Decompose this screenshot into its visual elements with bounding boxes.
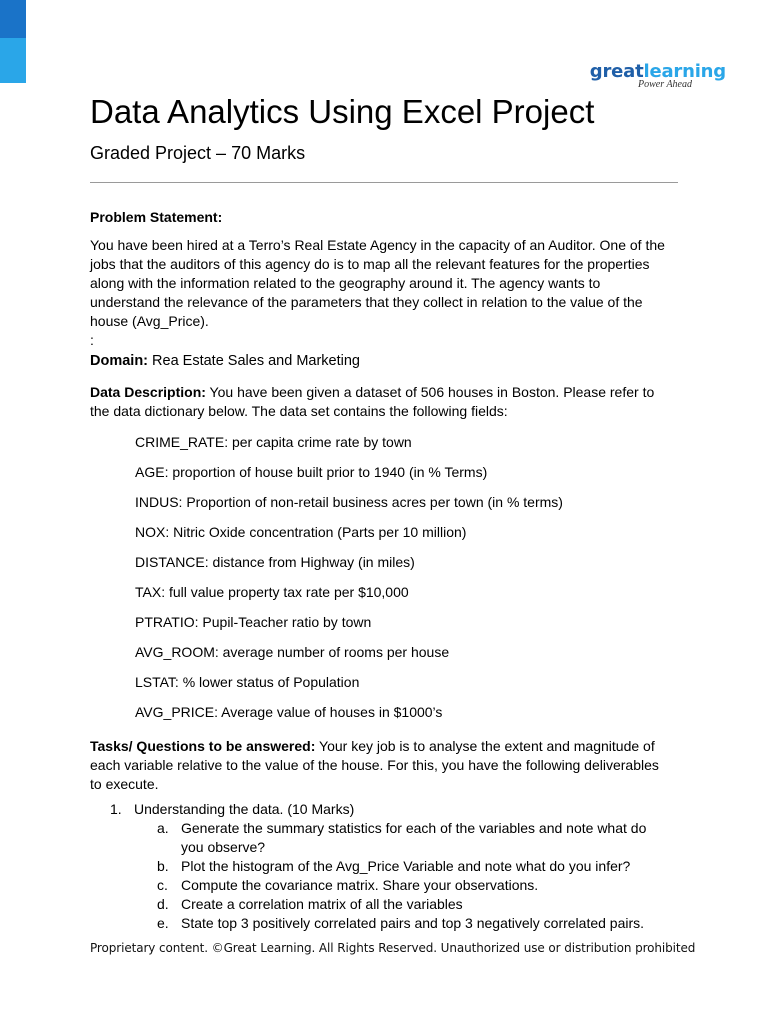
problem-statement-heading: Problem Statement:	[90, 209, 223, 225]
subtask-text: Generate the summary statistics for each of the variables and note what do you observe?	[181, 820, 647, 855]
subtask-text: Create a correlation matrix of all the variables	[181, 896, 463, 912]
subtask-text: Plot the histogram of the Avg_Price Variable and note what do you infer?	[181, 858, 631, 874]
logo-tagline: Power Ahead	[638, 79, 692, 90]
data-field-item: INDUS: Proportion of non-retail business acres per town (in % terms)	[135, 494, 563, 510]
data-field-item: AVG_PRICE: Average value of houses in $1000’s	[135, 704, 443, 720]
domain-label: Domain:	[90, 353, 148, 369]
corner-accent-light	[0, 38, 26, 83]
title-divider	[90, 182, 678, 183]
tasks-text	[90, 737, 670, 794]
subtask-item	[157, 914, 670, 933]
logo-learning: learning	[643, 61, 726, 82]
logo-great: great	[589, 61, 644, 82]
data-field-list	[90, 433, 670, 733]
data-field-item: CRIME_RATE: per capita crime rate by town	[135, 434, 412, 450]
subtask-letter: e.	[157, 915, 169, 931]
data-description-label: Data Description:	[90, 384, 206, 400]
stray-colon: :	[90, 332, 94, 348]
subtask-letter: b.	[157, 858, 169, 874]
subtask-letter: d.	[157, 896, 169, 912]
data-field-item: DISTANCE: distance from Highway (in miles)	[135, 554, 415, 570]
data-field-item: PTRATIO: Pupil-Teacher ratio by town	[135, 614, 372, 630]
domain-line	[90, 352, 670, 371]
subtask-letter: c.	[157, 877, 168, 893]
task-list	[90, 800, 670, 933]
great-learning-logo	[590, 62, 726, 90]
subtask-text: Compute the covariance matrix. Share your observations.	[181, 877, 539, 893]
footer-copyright: Proprietary content. ©Great Learning. All Rights Reserved. Unauthorized use or distribution prohibited	[90, 941, 696, 955]
document-title: Data Analytics Using Excel Project	[90, 93, 595, 130]
document-subtitle: Graded Project – 70 Marks	[90, 143, 306, 163]
problem-statement-text: You have been hired at a Terro’s Real Estate Agency in the capacity of an Auditor. One of the jobs that the auditors of this agency do is to map all the relevant features for the properties along with the information related to the geography around it. The agency wants to understand the relevance of the parameters that they collect in relation to the value of the house (Avg_Price).	[90, 237, 665, 329]
subtask-item	[157, 895, 670, 914]
tasks-body: Your key job is to analyse the extent and magnitude of each variable relative to the value of the house. For this, you have the following deliverables to execute.	[90, 738, 659, 792]
subtask-item	[157, 857, 670, 876]
subtask-text: State top 3 positively correlated pairs and top 3 negatively correlated pairs.	[181, 915, 645, 931]
data-field-item: AVG_ROOM: average number of rooms per house	[135, 644, 450, 660]
domain-value: Rea Estate Sales and Marketing	[148, 353, 360, 369]
data-field-item: TAX: full value property tax rate per $10,000	[135, 584, 409, 600]
subtask-letter: a.	[157, 820, 169, 836]
corner-accent-dark	[0, 0, 26, 38]
data-field-item: AGE: proportion of house built prior to 1940 (in % Terms)	[135, 464, 488, 480]
data-description-body: You have been given a dataset of 506 houses in Boston. Please refer to the data dictionary below. The data set contains the following fields:	[90, 384, 655, 419]
task-item	[110, 800, 670, 819]
task-number: 1.	[110, 801, 122, 817]
data-field-item: LSTAT: % lower status of Population	[135, 674, 360, 690]
data-description-text	[90, 383, 670, 421]
data-field-item: NOX: Nitric Oxide concentration (Parts per 10 million)	[135, 524, 467, 540]
task-text: Understanding the data. (10 Marks)	[134, 801, 355, 817]
subtask-item	[157, 819, 670, 857]
document-body	[90, 208, 670, 933]
subtask-item	[157, 876, 670, 895]
tasks-label: Tasks/ Questions to be answered:	[90, 738, 316, 754]
